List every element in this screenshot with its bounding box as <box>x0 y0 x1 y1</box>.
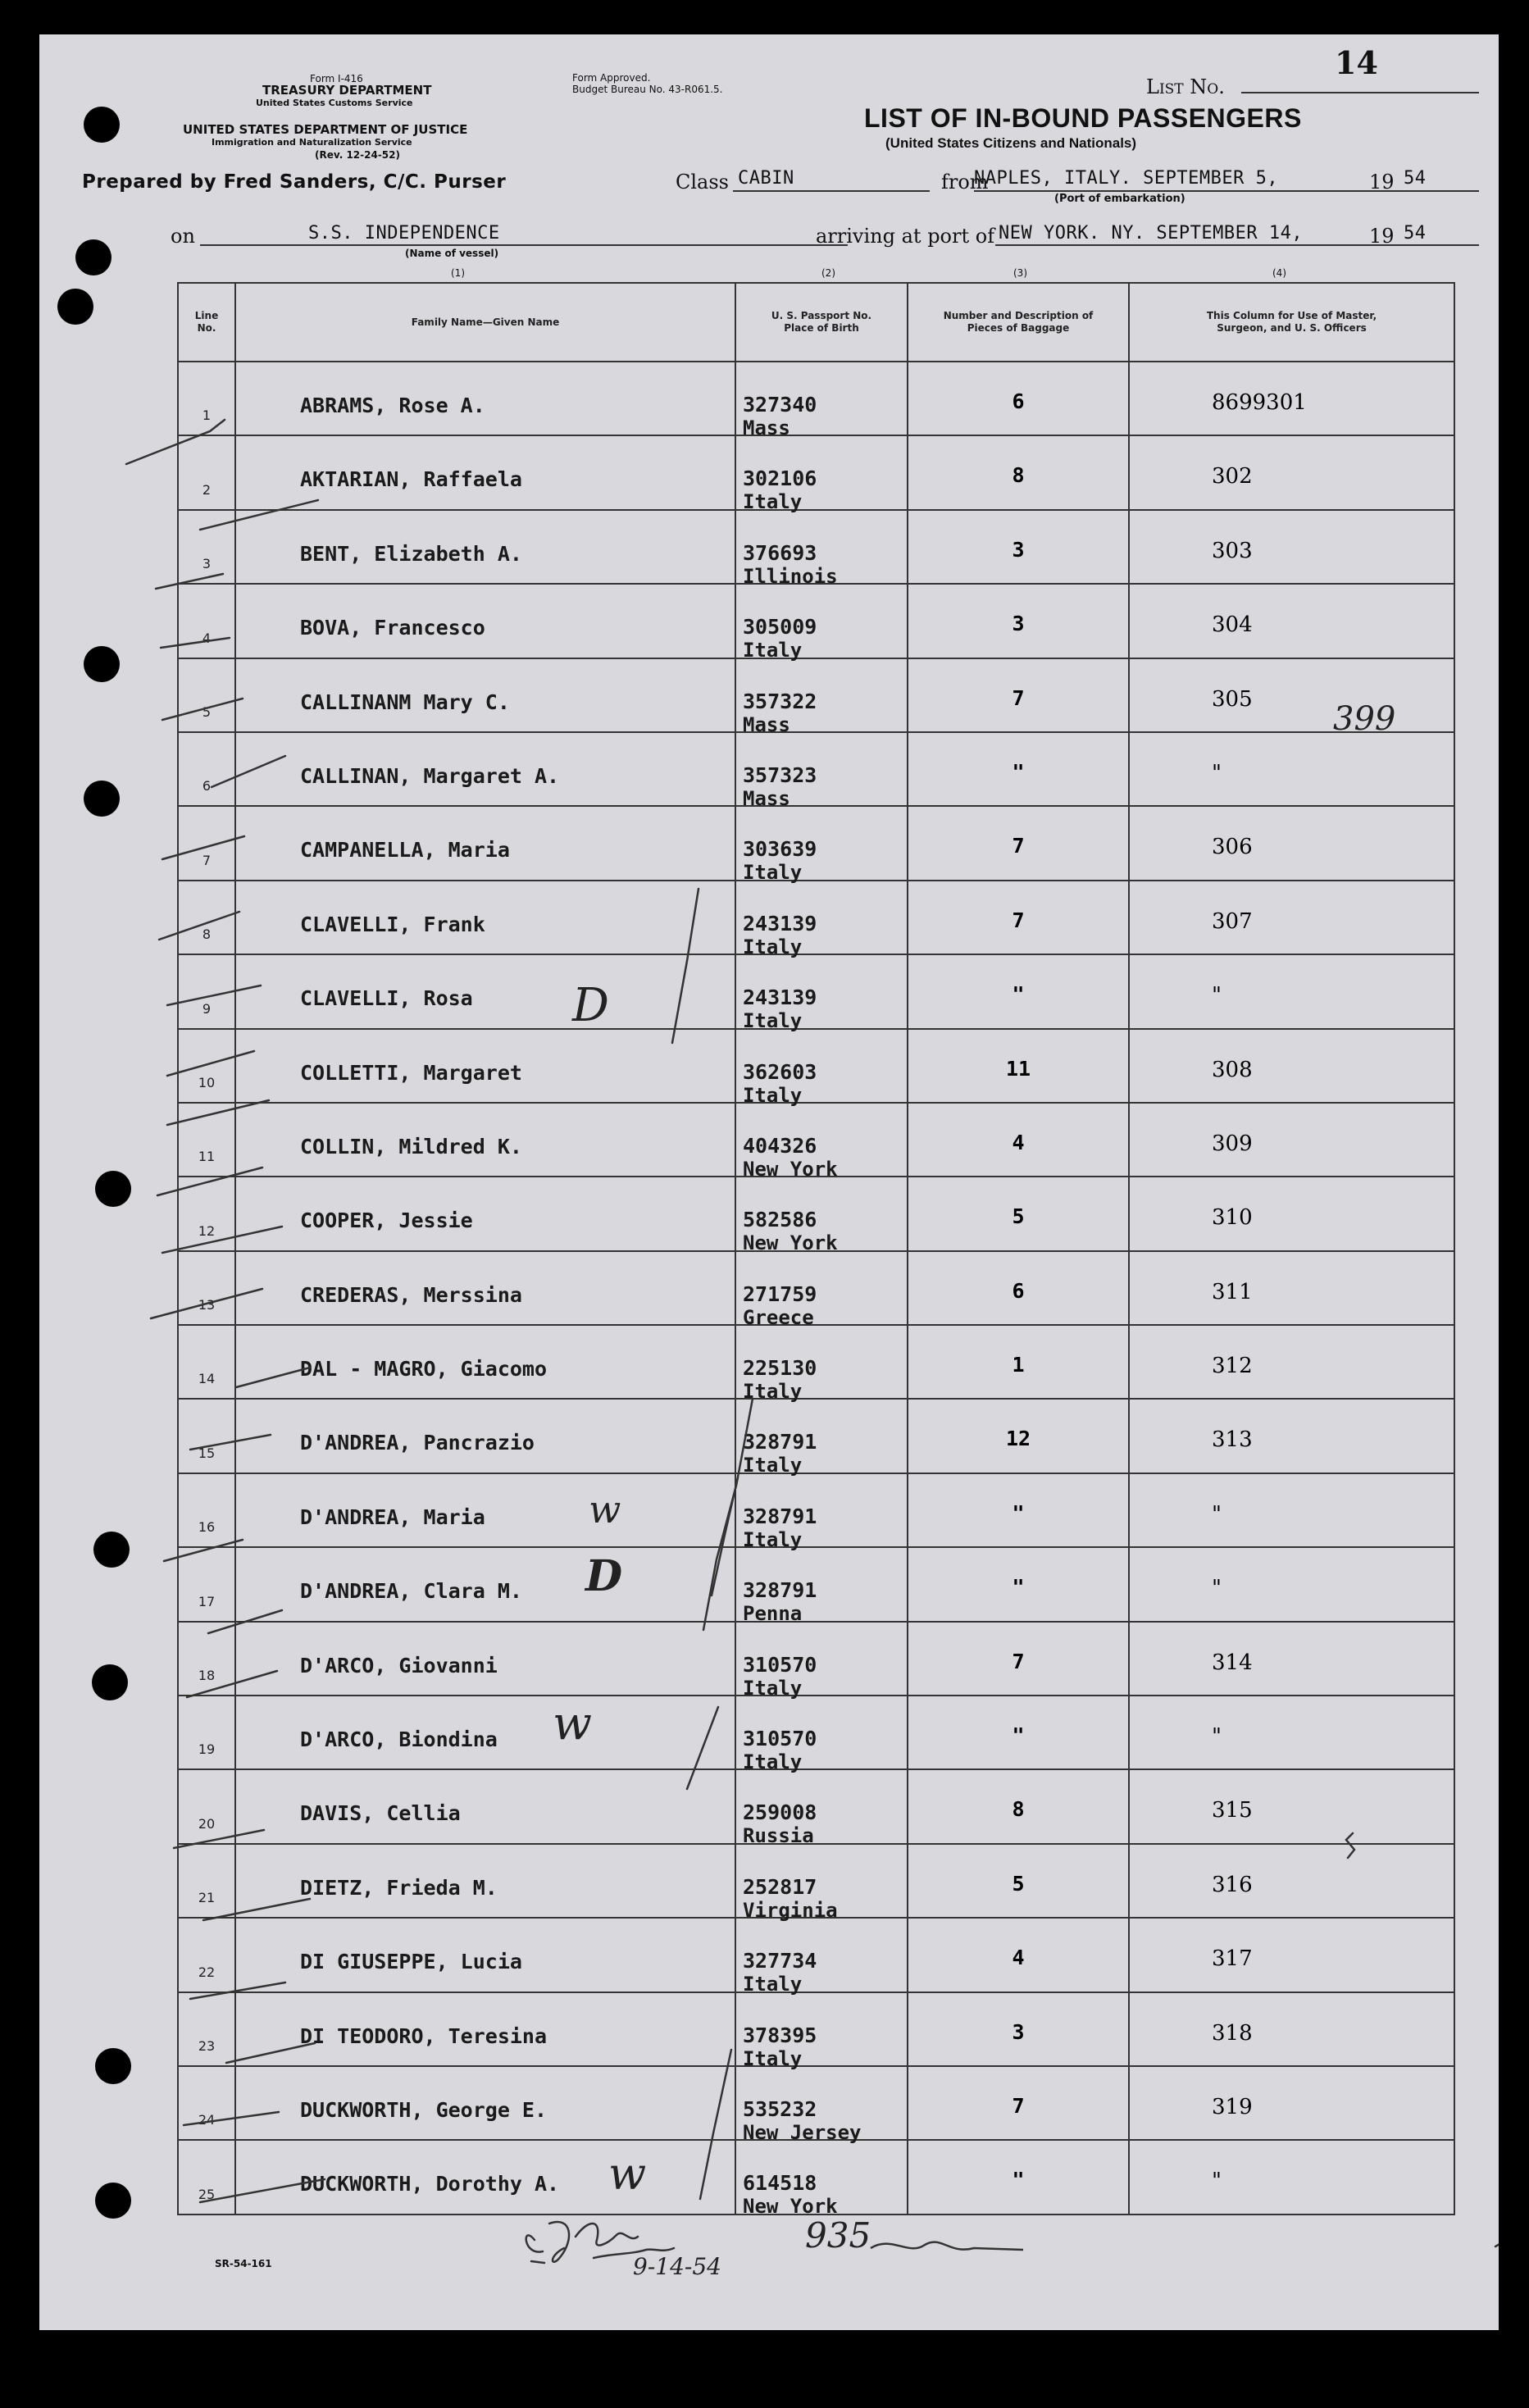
line-number: 20 <box>198 1815 216 1832</box>
place-of-birth: Italy <box>743 935 803 958</box>
place-of-birth: Mass <box>743 786 790 810</box>
place-of-birth: Mass <box>743 417 790 439</box>
arrival-year-prefix: 19 <box>1369 225 1395 248</box>
baggage-count: " <box>1012 759 1025 784</box>
baggage-count: 3 <box>1012 2019 1025 2044</box>
officer-entry: 309 <box>1212 1131 1253 1156</box>
officer-entry: 319 <box>1212 2094 1253 2119</box>
passport-number: 271759 <box>743 1281 817 1306</box>
passenger-name: AKTARIAN, Raffaela <box>300 467 522 492</box>
officer-entry: 316 <box>1212 1872 1253 1897</box>
passport-number: 259008 <box>743 1800 817 1825</box>
baggage-count: 3 <box>1012 537 1025 562</box>
baggage-count: 11 <box>1005 1056 1031 1081</box>
line-number: 8 <box>202 926 212 943</box>
line-number: 21 <box>198 1890 216 1906</box>
header-passport: U. S. Passport No. Place of Birth <box>735 283 908 362</box>
baggage-count: " <box>1012 1575 1025 1600</box>
passport-number: 310570 <box>743 1727 817 1751</box>
place-of-birth: Italy <box>743 1750 803 1774</box>
passenger-name: CAMPANELLA, Maria <box>300 838 510 863</box>
from-year: 54 <box>1404 168 1427 189</box>
embarkation-value: NAPLES, ITALY. SEPTEMBER 5, <box>974 168 1279 189</box>
line-number: 23 <box>198 2037 216 2054</box>
place-of-birth: Italy <box>743 639 803 662</box>
officer-entry: 304 <box>1212 612 1253 638</box>
header-officers: This Column for Use of Master, Surgeon, and U. S. Officers <box>1129 283 1454 362</box>
mark-w-biondina: w <box>553 1697 592 1750</box>
officer-entry: 311 <box>1212 1279 1253 1304</box>
officer-entry: " <box>1212 1576 1222 1601</box>
passenger-name: BOVA, Francesco <box>300 616 485 640</box>
form-approved: Form Approved. <box>572 72 651 84</box>
officer-entry: 315 <box>1212 1798 1253 1823</box>
officer-entry: 310 <box>1212 1205 1253 1231</box>
document-title: LIST OF IN-BOUND PASSENGERS <box>864 103 1302 133</box>
baggage-count: 5 <box>1012 1204 1025 1229</box>
officer-entry: 313 <box>1212 1427 1253 1453</box>
baggage-count: 7 <box>1012 1649 1025 1673</box>
line-number: 11 <box>198 1149 216 1165</box>
line-number: 13 <box>198 1297 216 1313</box>
line-number: 24 <box>198 2112 216 2128</box>
passport-number: 243139 <box>743 986 817 1010</box>
passenger-name: DAVIS, Cellia <box>300 1801 461 1826</box>
baggage-count: 6 <box>1012 389 1025 413</box>
budget-bureau: Budget Bureau No. 43-R061.5. <box>572 84 723 95</box>
col-num-4: (4) <box>1272 267 1286 279</box>
baggage-count: 8 <box>1012 463 1025 488</box>
place-of-birth: Italy <box>743 1454 803 1477</box>
passport-number: 376693 <box>743 540 817 565</box>
on-label: on <box>171 225 195 248</box>
officer-entry: " <box>1212 2169 1222 2194</box>
justice-department: UNITED STATES DEPARTMENT OF JUSTICE <box>183 122 468 137</box>
passenger-name: D'ANDREA, Pancrazio <box>300 1431 535 1455</box>
passport-number: 302106 <box>743 467 817 491</box>
header-name: Family Name—Given Name <box>235 283 735 362</box>
signature-flourish <box>867 2232 1031 2265</box>
line-number: 6 <box>202 778 212 794</box>
officer-entry: 317 <box>1212 1946 1253 1972</box>
place-of-birth: New York <box>743 1231 838 1255</box>
line-number: 14 <box>198 1371 216 1387</box>
officer-entry: 308 <box>1212 1057 1253 1082</box>
passenger-name: D'ARCO, Biondina <box>300 1727 498 1752</box>
officer-entry: " <box>1212 1501 1222 1527</box>
baggage-count: " <box>1012 1500 1025 1525</box>
passenger-name: COLLETTI, Margaret <box>300 1060 522 1085</box>
passport-number: 362603 <box>743 1059 817 1084</box>
line-number: 19 <box>198 1741 216 1758</box>
officer-entry: 8699301 <box>1212 390 1307 415</box>
place-of-birth: Italy <box>743 1380 803 1404</box>
passenger-name: D'ARCO, Giovanni <box>300 1653 498 1677</box>
baggage-count: " <box>1012 2168 1025 2192</box>
place-of-birth: Italy <box>743 1083 803 1107</box>
passport-number: 357323 <box>743 762 817 787</box>
passport-number: 225130 <box>743 1356 817 1381</box>
baggage-count: 7 <box>1012 834 1025 858</box>
passenger-name: DAL - MAGRO, Giacomo <box>300 1357 548 1382</box>
form-code: SR-54-161 <box>215 2258 272 2269</box>
place-of-birth: Italy <box>743 490 803 514</box>
treasury-department: TREASURY DEPARTMENT <box>262 83 432 98</box>
passenger-name: D'ANDREA, Maria <box>300 1504 485 1529</box>
revision-date: (Rev. 12-24-52) <box>315 149 400 161</box>
baggage-count: " <box>1012 1723 1025 1748</box>
line-number: 25 <box>198 2186 216 2202</box>
passenger-name: CALLINAN, Margaret A. <box>300 763 560 788</box>
line-number: 2 <box>202 481 212 498</box>
passenger-name: DIETZ, Frieda M. <box>300 1875 498 1900</box>
line-number: 16 <box>198 1519 216 1536</box>
arrival-year: 54 <box>1404 223 1427 244</box>
baggage-count: 12 <box>1005 1427 1031 1451</box>
mark-d-clara: D <box>585 1551 623 1601</box>
customs-service: United States Customs Service <box>256 98 413 108</box>
arriving-label: arriving at port of <box>816 225 995 248</box>
line-number: 7 <box>202 852 212 868</box>
place-of-birth: Italy <box>743 861 803 885</box>
passport-number: 328791 <box>743 1430 817 1454</box>
passenger-name: COLLIN, Mildred K. <box>300 1134 522 1158</box>
passport-number: 328791 <box>743 1504 817 1528</box>
officer-entry: " <box>1212 983 1222 1008</box>
baggage-count: 7 <box>1012 2093 1025 2118</box>
vessel-caption: (Name of vessel) <box>405 248 499 259</box>
place-of-birth: Illinois <box>743 564 838 588</box>
passenger-name: ABRAMS, Rose A. <box>300 394 485 417</box>
from-year-prefix: 19 <box>1369 171 1395 193</box>
officer-entry: 302 <box>1212 464 1253 489</box>
baggage-count: " <box>1012 982 1025 1007</box>
baggage-count: 3 <box>1012 612 1025 636</box>
place-of-birth: New York <box>743 1157 838 1181</box>
passport-number: 252817 <box>743 1874 817 1899</box>
handwritten-count: 399 <box>1333 700 1396 738</box>
passenger-name: CLAVELLI, Rosa <box>300 986 473 1011</box>
mark-d-rosa: D <box>572 979 609 1032</box>
line-number: 18 <box>198 1668 216 1684</box>
passport-number: 328791 <box>743 1578 817 1603</box>
baggage-count: 4 <box>1012 1946 1025 1970</box>
line-number: 17 <box>198 1593 216 1609</box>
signature-date: 9-14-54 <box>633 2253 721 2280</box>
line-number: 4 <box>202 630 212 646</box>
officer-entry: 305 <box>1212 686 1253 712</box>
place-of-birth: New York <box>743 2195 838 2219</box>
passport-number: 582586 <box>743 1208 817 1232</box>
place-of-birth: Italy <box>743 1527 803 1551</box>
mark-w-dorothy: w <box>608 2148 647 2200</box>
arrival-value: NEW YORK. NY. SEPTEMBER 14, <box>999 223 1304 244</box>
form-number: Form I-416 <box>310 73 363 84</box>
officer-entry: 318 <box>1212 2020 1253 2046</box>
class-value: CABIN <box>738 168 794 189</box>
passport-number: 378395 <box>743 2023 817 2047</box>
place-of-birth: Penna <box>743 1602 803 1626</box>
baggage-count: 5 <box>1012 1871 1025 1896</box>
officer-entry: 312 <box>1212 1354 1253 1379</box>
baggage-count: 1 <box>1012 1353 1025 1377</box>
baggage-count: 7 <box>1012 908 1025 932</box>
passport-number: 404326 <box>743 1133 817 1158</box>
passport-number: 310570 <box>743 1652 817 1677</box>
passport-number: 357322 <box>743 689 817 713</box>
passenger-name: CREDERAS, Merssina <box>300 1282 522 1307</box>
passport-number: 327340 <box>743 393 817 417</box>
class-label: Class <box>676 171 729 193</box>
passenger-name: DI TEODORO, Teresina <box>300 2023 548 2048</box>
officer-entry: 307 <box>1212 908 1253 934</box>
officer-entry: " <box>1212 760 1222 785</box>
from-label: from <box>941 171 989 193</box>
officer-entry: " <box>1212 1724 1222 1750</box>
line-number: 12 <box>198 1222 216 1239</box>
passenger-name: CLAVELLI, Frank <box>300 912 485 936</box>
passport-number: 614518 <box>743 2171 817 2196</box>
passenger-name: BENT, Elizabeth A. <box>300 541 522 566</box>
vessel-name: S.S. INDEPENDENCE <box>308 223 500 244</box>
passport-number: 243139 <box>743 911 817 935</box>
port-embarkation-caption: (Port of embarkation) <box>1054 193 1185 205</box>
header-baggage: Number and Description of Pieces of Baggage <box>908 283 1129 362</box>
line-number: 3 <box>202 556 212 572</box>
signature-time: 935 <box>805 2215 871 2256</box>
passenger-name: D'ANDREA, Clara M. <box>300 1579 522 1604</box>
place-of-birth: Greece <box>743 1305 814 1329</box>
line-number: 10 <box>198 1074 216 1090</box>
list-no-label: List No. <box>1146 75 1225 98</box>
header-line-no: Line No. <box>178 283 235 362</box>
passenger-name: COOPER, Jessie <box>300 1209 473 1233</box>
col-num-2: (2) <box>821 267 835 279</box>
passenger-name: DUCKWORTH, Dorothy A. <box>300 2172 560 2196</box>
officer-entry: 314 <box>1212 1650 1253 1675</box>
passport-number: 327734 <box>743 1949 817 1973</box>
passenger-name: CALLINANM Mary C. <box>300 690 510 714</box>
place-of-birth: Virginia <box>743 1898 838 1922</box>
place-of-birth: Russia <box>743 1824 814 1848</box>
passenger-name: DUCKWORTH, George E. <box>300 2097 548 2122</box>
line-number: 1 <box>202 407 212 424</box>
place-of-birth: Italy <box>743 1009 803 1033</box>
line-number: 5 <box>202 703 212 720</box>
list-no-value: 14 <box>1335 44 1378 81</box>
officer-entry: 303 <box>1212 538 1253 563</box>
col-num-1: (1) <box>451 267 465 279</box>
baggage-count: 8 <box>1012 1797 1025 1822</box>
mark-w-maria: w <box>589 1487 621 1532</box>
line-number: 9 <box>202 1000 212 1017</box>
passenger-name: DI GIUSEPPE, Lucia <box>300 1950 522 1974</box>
passport-number: 305009 <box>743 615 817 640</box>
col-num-3: (3) <box>1013 267 1027 279</box>
baggage-count: 7 <box>1012 685 1025 710</box>
line-number: 22 <box>198 1964 216 1980</box>
manifest-page <box>39 34 1499 2330</box>
place-of-birth: Italy <box>743 1676 803 1700</box>
passport-number: 535232 <box>743 2096 817 2121</box>
place-of-birth: New Jersey <box>743 2120 862 2144</box>
baggage-count: 4 <box>1012 1130 1025 1154</box>
place-of-birth: Italy <box>743 1973 803 1996</box>
document-subtitle: (United States Citizens and Nationals) <box>885 135 1137 151</box>
handwritten-strokes <box>39 34 1499 2330</box>
prepared-by: Prepared by Fred Sanders, C/C. Purser <box>82 171 507 193</box>
passport-number: 303639 <box>743 837 817 862</box>
ins-service: Immigration and Naturalization Service <box>212 137 412 148</box>
place-of-birth: Mass <box>743 712 790 736</box>
place-of-birth: Italy <box>743 2046 803 2070</box>
line-number: 15 <box>198 1445 216 1461</box>
baggage-count: 6 <box>1012 1278 1025 1303</box>
officer-entry: 306 <box>1212 835 1253 860</box>
